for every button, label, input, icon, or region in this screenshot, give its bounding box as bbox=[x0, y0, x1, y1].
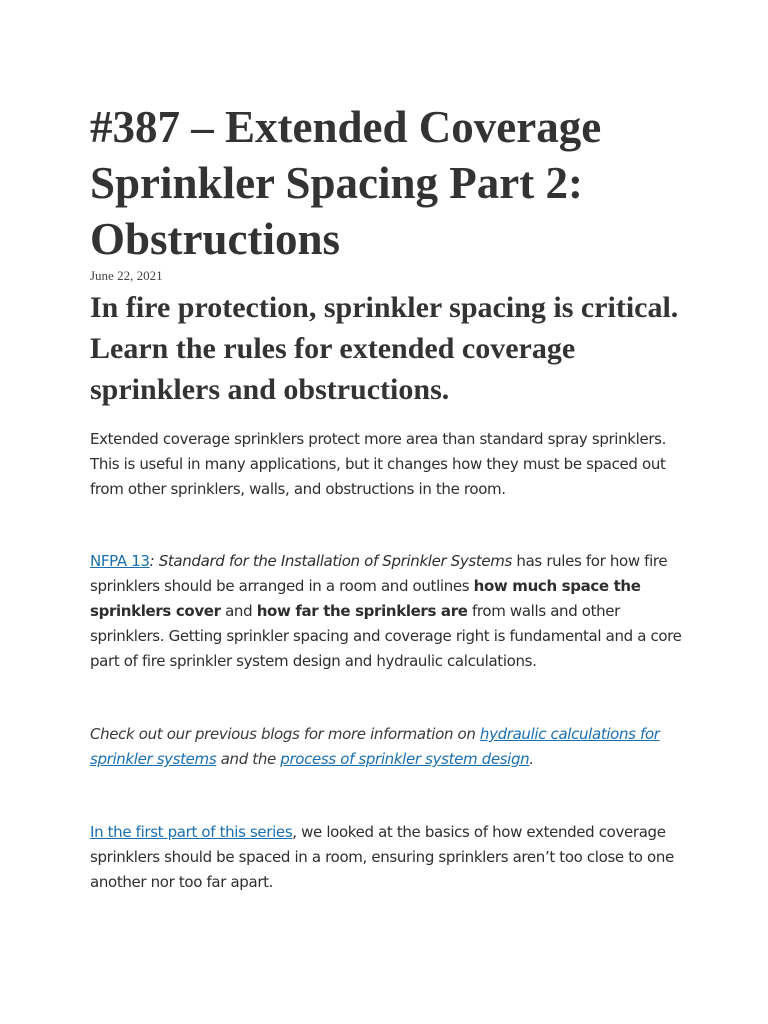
page-title: #387 – Extended Coverage Sprinkler Spacing Part 2: Obstructions bbox=[90, 102, 602, 264]
paragraph-text: from walls and other sprinklers. Getting sprinkler spacing and coverage right is fundamental and a core part of fire sprinkler system design and hydraulic calculations. bbox=[90, 602, 682, 670]
paragraph-text: , we looked at the basics of how extended coverage sprinklers should be spaced in a room, ensuring sprinklers aren’t too close to one another nor too far apart. bbox=[90, 823, 674, 891]
bold-coverage-text: how much space the sprinklers cover bbox=[90, 577, 641, 620]
paragraph-text: Check out our previous blogs for more information on bbox=[90, 725, 480, 743]
paragraph-text: and bbox=[220, 602, 257, 620]
paragraph-intro: Extended coverage sprinklers protect more area than standard spray sprinklers. This is useful in many applications, but it changes how they must be spaced out from other sprinklers, walls, and obstructions in the room. bbox=[90, 430, 667, 498]
paragraph-text: has rules for how fire sprinklers should be arranged in a room and outlines bbox=[90, 552, 668, 595]
sprinkler-design-process-link[interactable]: process of sprinkler system design bbox=[280, 750, 530, 768]
standard-title: : Standard for the Installation of Sprinkler Systems bbox=[149, 552, 513, 570]
post-date: June 22, 2021 bbox=[90, 268, 163, 283]
hydraulic-calculations-link[interactable]: hydraulic calculations for sprinkler systems bbox=[90, 725, 660, 768]
paragraph-text: . bbox=[529, 750, 534, 768]
first-part-series-link[interactable]: In the first part of this series bbox=[90, 823, 293, 841]
article-subtitle: In fire protection, sprinkler spacing is critical. Learn the rules for extended coverage sprinklers and obstructions. bbox=[90, 291, 679, 406]
paragraph-series bbox=[90, 820, 690, 895]
paragraph-nfpa bbox=[90, 549, 690, 674]
paragraph-previous-blogs bbox=[90, 722, 690, 772]
bold-distance-text: how far the sprinklers are bbox=[256, 602, 468, 620]
nfpa13-link[interactable]: NFPA 13 bbox=[90, 552, 150, 570]
paragraph-text: and the bbox=[216, 750, 281, 768]
